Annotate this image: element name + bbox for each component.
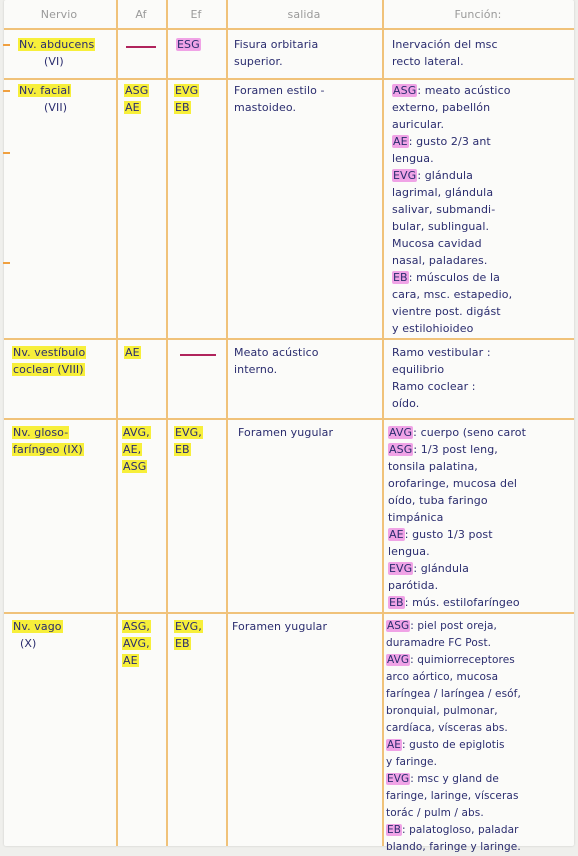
funcion-cell [388,424,574,611]
funcion-line: vientre post. digást [392,305,501,318]
af-cell [122,618,164,669]
grid-line [4,338,574,340]
nerve-number: (VI) [44,55,64,68]
nerve-cell [12,618,114,652]
nerve-name: Nv. gloso- [13,426,69,439]
nerve-name: Nv. abducens [19,38,95,51]
header-salida: salida [287,8,321,21]
fiber-tag: ASG [393,84,417,97]
funcion-line: bronquial, pulmonar, [386,705,498,717]
funcion-line: parótida. [388,579,439,592]
funcion-line: faringe, laringe, vísceras [386,790,519,802]
funcion-line: blando, faringe y laringe. [386,841,521,853]
notebook-page [4,0,574,853]
salida-line: Meato acústico [234,346,319,359]
grid-line [4,28,574,30]
funcion-line: auricular. [392,118,445,131]
funcion-line: y estilohioideo [392,322,474,335]
funcion-line: recto lateral. [392,55,464,68]
funcion-line: salivar, submandi- [392,203,496,216]
fiber-tag: AVG, [123,426,150,439]
nerve-number: coclear (VIII) [13,363,84,376]
salida-line: Foramen yugular [232,620,328,633]
salida-line: superior. [234,55,283,68]
nerve-cell [12,344,114,378]
grid-line [226,0,228,846]
funcion-line: Mucosa cavidad [392,237,482,250]
funcion-line: tonsila palatina, [388,460,478,473]
salida-line: Foramen estilo - [234,84,325,97]
margin-tick [3,44,10,46]
fiber-tag: AE [125,101,140,114]
fiber-tag: AE [393,135,408,148]
nerve-cell [18,36,114,70]
funcion-line: torác / pulm / abs. [386,807,484,819]
funcion-line: timpánica [388,511,444,524]
fiber-tag: EB [175,101,190,114]
salida-cell [234,344,380,378]
grid-line [382,0,384,846]
funcion-text: : msc y gland de [410,773,499,785]
fiber-tag: ASG [125,84,149,97]
grid-line [116,0,118,846]
funcion-text: : glándula [413,562,470,575]
grid-line [4,78,574,80]
funcion-cell [392,344,572,412]
af-cell [122,424,164,475]
funcion-line: bular, sublingual. [392,220,490,233]
nerve-name: Nv. vago [13,620,62,633]
funcion-text: : piel post oreja, [410,620,497,632]
funcion-line: arco aórtico, mucosa [386,671,499,683]
margin-tick [3,262,10,264]
grid-line [166,0,168,846]
nerve-name: Nv. vestíbulo [13,346,86,359]
fiber-tag: EB [387,824,402,836]
fiber-tag: AVG, [123,637,150,650]
fiber-tag: EVG [389,562,413,575]
nerve-cell [12,424,114,458]
funcion-text: : músculos de la [408,271,501,284]
margin-tick [3,90,10,92]
salida-cell [234,82,380,116]
fiber-tag: EB [389,596,404,609]
ef-cell [174,424,224,458]
af-cell [124,82,164,116]
nerve-cell [18,82,114,116]
salida-cell [234,36,380,70]
nerve-number: faríngeo (IX) [13,443,83,456]
funcion-line: faríngea / laríngea / esóf, [386,688,521,700]
ef-cell [174,618,224,652]
ef-cell [174,82,224,116]
salida-line: mastoideo. [234,101,297,114]
funcion-text: : gusto 2/3 ant [408,135,491,148]
funcion-cell [392,82,572,337]
funcion-line: Inervación del msc [392,38,498,51]
header-funcion: Función: [454,8,502,21]
af-cell [124,344,164,361]
fiber-tag: ASG [387,620,410,632]
funcion-text: : glándula [417,169,474,182]
funcion-line: lengua. [392,152,434,165]
ef-cell [176,36,224,53]
funcion-text: : gusto 1/3 post [404,528,493,541]
grid-line [4,612,574,614]
funcion-text: : 1/3 post leng, [413,443,498,456]
funcion-line: oído. [392,397,420,410]
fiber-tag: AE [125,346,140,359]
fiber-tag: EVG [175,84,199,97]
fiber-tag: EVG, [175,620,202,633]
fiber-tag: ASG [123,460,147,473]
salida-cell [238,424,380,441]
funcion-line: cardíaca, vísceras abs. [386,722,508,734]
funcion-line: Ramo coclear : [392,380,476,393]
fiber-tag: AE [123,654,138,667]
funcion-text: : quimiorreceptores [410,654,515,666]
funcion-line: lengua. [388,545,430,558]
margin-tick [3,152,10,154]
fiber-tag: ESG [177,38,200,51]
grid-line [4,418,574,420]
funcion-cell [392,36,572,70]
fiber-tag: AE [389,528,404,541]
fiber-tag: EVG [393,169,417,182]
empty-dash [180,354,216,356]
fiber-tag: EB [393,271,408,284]
fiber-tag: EB [175,637,190,650]
salida-cell [232,618,380,635]
funcion-text: : cuerpo (seno carot [413,426,526,439]
nerve-name: Nv. facial [19,84,71,97]
nerve-number: (X) [20,637,37,650]
funcion-line: oído, tuba faringo [388,494,488,507]
empty-dash [126,46,156,48]
funcion-line: nasal, paladares. [392,254,488,267]
funcion-text: : mús. estilofaríngeo [404,596,520,609]
funcion-cell [386,618,574,856]
funcion-line: cara, msc. estapedio, [392,288,513,301]
salida-line: interno. [234,363,278,376]
fiber-tag: ASG [389,443,413,456]
fiber-tag: AVG [389,426,413,439]
fiber-tag: AE [387,739,402,751]
salida-line: Foramen yugular [238,426,334,439]
funcion-line: externo, pabellón [392,101,491,114]
funcion-text: : meato acústico [417,84,511,97]
nerve-number: (VII) [44,101,68,114]
fiber-tag: EB [175,443,190,456]
salida-line: Fisura orbitaria [234,38,319,51]
funcion-line: equilibrio [392,363,445,376]
fiber-tag: AE, [123,443,142,456]
fiber-tag: EVG [387,773,410,785]
fiber-tag: AVG [387,654,410,666]
funcion-text: : gusto de epiglotis [402,739,505,751]
funcion-line: lagrimal, glándula [392,186,494,199]
header-af: Af [135,8,147,21]
header-ef: Ef [190,8,202,21]
funcion-line: Ramo vestibular : [392,346,491,359]
funcion-line: duramadre FC Post. [386,637,492,649]
funcion-line: y faringe. [386,756,438,768]
funcion-line: orofaringe, mucosa del [388,477,518,490]
fiber-tag: ASG, [123,620,150,633]
header-nervio: Nervio [40,8,78,21]
funcion-text: : palatogloso, paladar [402,824,519,836]
fiber-tag: EVG, [175,426,202,439]
